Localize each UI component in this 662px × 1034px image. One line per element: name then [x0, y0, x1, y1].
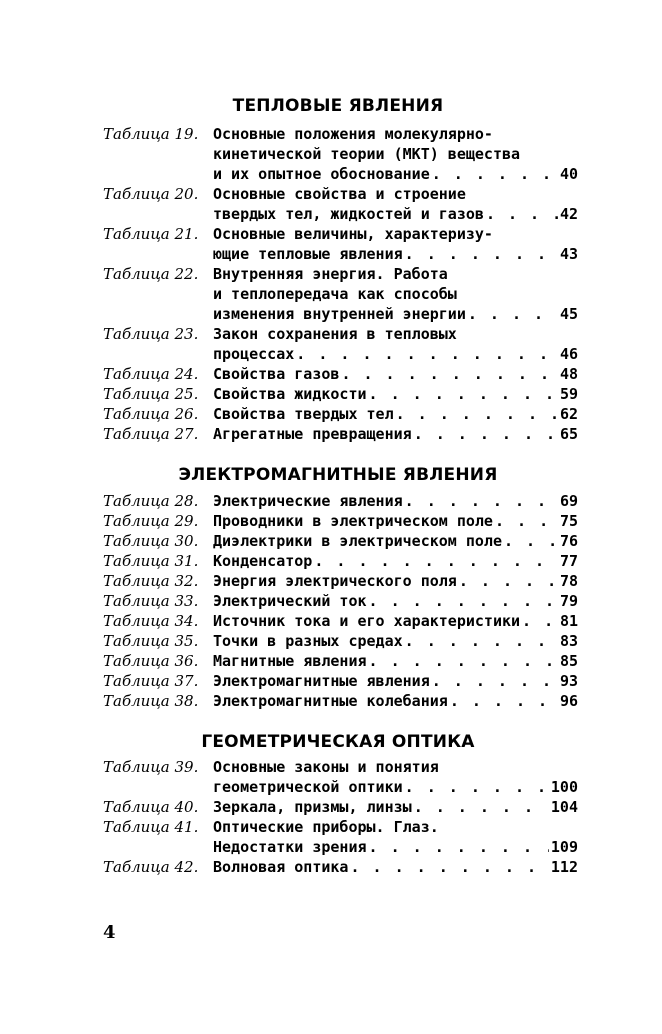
- entry-title-text: Электрические явления: [213, 492, 403, 510]
- entry-text-row: [213, 611, 578, 631]
- entry-text-row: [213, 817, 578, 837]
- entry-label: Таблица 20.: [103, 185, 199, 203]
- entry-title-text: Электромагнитные явления: [213, 672, 430, 690]
- entry-title-text: изменения внутренней энергии: [213, 305, 466, 323]
- entry-text-row: [213, 777, 578, 797]
- toc-entry-line: [103, 491, 578, 511]
- entry-label: Таблица 28.: [103, 492, 199, 510]
- entry-label: Таблица 40.: [103, 798, 199, 816]
- toc-entry[interactable]: [103, 184, 578, 224]
- entry-text-row: [213, 304, 578, 324]
- dot-leader: [432, 164, 558, 184]
- entry-text-row: [213, 204, 578, 224]
- entry-text-row: [213, 857, 578, 877]
- entry-text-row: [213, 631, 578, 651]
- toc-entry-line: [103, 144, 578, 164]
- entry-page-number: 45: [559, 305, 578, 323]
- toc-entry[interactable]: [103, 671, 578, 691]
- entry-title-text: Конденсатор: [213, 552, 313, 570]
- entry-title-text: Свойства газов: [213, 365, 340, 383]
- entry-text-row: [213, 797, 578, 817]
- toc-entry[interactable]: [103, 757, 578, 797]
- toc-entry-line: [103, 511, 578, 531]
- dot-leader: [314, 551, 558, 571]
- dot-leader: [522, 611, 558, 631]
- dot-leader: [369, 384, 558, 404]
- entry-title-text: Основные свойства и строение: [213, 185, 466, 203]
- dot-leader: [350, 857, 548, 877]
- toc-entry-line: [103, 797, 578, 817]
- entry-text-row: [213, 344, 578, 364]
- toc-entry-line: [103, 531, 578, 551]
- entry-text-row: [213, 144, 578, 164]
- entry-text-row: [213, 511, 578, 531]
- entry-title-text: и их опытное обоснование: [213, 165, 430, 183]
- toc-entry-line: [103, 551, 578, 571]
- dot-leader: [450, 691, 558, 711]
- entry-title-text: Энергия электрического поля: [213, 572, 457, 590]
- entry-title-text: и теплопередача как способы: [213, 285, 457, 303]
- toc-entry[interactable]: [103, 611, 578, 631]
- entry-title-text: Электрический ток: [213, 592, 367, 610]
- toc-entry-line: [103, 424, 578, 444]
- toc-entry-line: [103, 404, 578, 424]
- entry-text-row: [213, 404, 578, 424]
- toc-entry-line: [103, 184, 578, 204]
- entry-title-text: Закон сохранения в тепловых: [213, 325, 457, 343]
- entry-label: Таблица 23.: [103, 325, 199, 343]
- entry-text-row: [213, 571, 578, 591]
- entry-page-number: 59: [559, 385, 578, 403]
- toc-entry[interactable]: [103, 651, 578, 671]
- section-title: ЭЛЕКТРОМАГНИТНЫЕ ЯВЛЕНИЯ: [178, 465, 498, 485]
- entry-label: Таблица 19.: [103, 125, 199, 143]
- entry-text-row: [213, 551, 578, 571]
- dot-leader: [468, 304, 558, 324]
- entry-label: Таблица 31.: [103, 552, 199, 570]
- toc-entry-line: [103, 264, 578, 284]
- toc-entry[interactable]: [103, 531, 578, 551]
- entry-label: Таблица 26.: [103, 405, 199, 423]
- dot-leader: [369, 837, 549, 857]
- entry-page-number: 76: [559, 532, 578, 550]
- toc-entry[interactable]: [103, 691, 578, 711]
- dot-leader: [459, 571, 558, 591]
- section-title: ГЕОМЕТРИЧЕСКАЯ ОПТИКА: [201, 732, 475, 752]
- dot-leader: [405, 491, 558, 511]
- entry-label: Таблица 25.: [103, 385, 199, 403]
- dot-leader: [405, 777, 549, 797]
- entry-label: Таблица 38.: [103, 692, 199, 710]
- entry-text-row: [213, 491, 578, 511]
- toc-entry-line: [103, 651, 578, 671]
- toc-entry[interactable]: [103, 364, 578, 384]
- entry-text-row: [213, 591, 578, 611]
- toc-entry-line: [103, 384, 578, 404]
- entry-title-text: Магнитные явления: [213, 652, 367, 670]
- toc-entry[interactable]: [103, 797, 578, 817]
- entry-page-number: 96: [559, 692, 578, 710]
- toc-entry[interactable]: [103, 224, 578, 264]
- entry-label: Таблица 29.: [103, 512, 199, 530]
- toc-entry-line: [103, 757, 578, 777]
- entry-label: Таблица 27.: [103, 425, 199, 443]
- entry-title-text: Источник тока и его характеристики: [213, 612, 521, 630]
- toc-entry[interactable]: [103, 404, 578, 424]
- toc-entry-line: [103, 284, 578, 304]
- dot-leader: [296, 344, 558, 364]
- entry-label: Таблица 30.: [103, 532, 199, 550]
- toc-entry-line: [103, 304, 578, 324]
- entry-title-text: Основные величины, характеризу-: [213, 225, 493, 243]
- entry-page-number: 109: [550, 838, 578, 856]
- entry-page-number: 42: [559, 205, 578, 223]
- dot-leader: [369, 591, 558, 611]
- entry-label: Таблица 32.: [103, 572, 199, 590]
- entry-text-row: [213, 691, 578, 711]
- dot-leader: [405, 244, 558, 264]
- entry-title-text: Недостатки зрения: [213, 838, 367, 856]
- entry-text-row: [213, 384, 578, 404]
- toc-entry-line: [103, 224, 578, 244]
- toc-entry[interactable]: [103, 571, 578, 591]
- entry-title-text: ющие тепловые явления: [213, 245, 403, 263]
- entry-page-number: 77: [559, 552, 578, 570]
- entry-title-text: Зеркала, призмы, линзы: [213, 798, 412, 816]
- dot-leader: [495, 511, 558, 531]
- toc-entry[interactable]: [103, 551, 578, 571]
- toc-entry[interactable]: [103, 384, 578, 404]
- entry-title-text: Основные положения молекулярно-: [213, 125, 493, 143]
- entry-label: Таблица 39.: [103, 758, 199, 776]
- dot-leader: [396, 404, 558, 424]
- entry-text-row: [213, 224, 578, 244]
- toc-entry-line: [103, 631, 578, 651]
- entry-text-row: [213, 264, 578, 284]
- dot-leader: [486, 204, 558, 224]
- entry-title-text: Диэлектрики в электрическом поле: [213, 532, 502, 550]
- entry-text-row: [213, 424, 578, 444]
- toc-entry-line: [103, 837, 578, 857]
- entry-text-row: [213, 671, 578, 691]
- toc-entry-line: [103, 817, 578, 837]
- entry-text-row: [213, 184, 578, 204]
- toc-entry[interactable]: [103, 857, 578, 877]
- entry-page-number: 43: [559, 245, 578, 263]
- entry-label: Таблица 42.: [103, 858, 199, 876]
- entry-title-text: геометрической оптики: [213, 778, 403, 796]
- entry-page-number: 69: [559, 492, 578, 510]
- entry-title-text: Свойства жидкости: [213, 385, 367, 403]
- entry-label: Таблица 37.: [103, 672, 199, 690]
- entry-title-text: Точки в разных средах: [213, 632, 403, 650]
- entry-text-row: [213, 364, 578, 384]
- entry-page-number: 79: [559, 592, 578, 610]
- toc-entry-line: [103, 857, 578, 877]
- entry-title-text: Свойства твердых тел: [213, 405, 394, 423]
- entry-text-row: [213, 324, 578, 344]
- entry-text-row: [213, 244, 578, 264]
- entry-title-text: Внутренняя энергия. Работа: [213, 265, 448, 283]
- entry-label: Таблица 41.: [103, 818, 199, 836]
- entry-page-number: 85: [559, 652, 578, 670]
- entry-text-row: [213, 757, 578, 777]
- entry-title-text: твердых тел, жидкостей и газов: [213, 205, 484, 223]
- toc-entry[interactable]: [103, 424, 578, 444]
- entry-page-number: 104: [550, 798, 578, 816]
- entry-page-number: 40: [559, 165, 578, 183]
- dot-leader: [504, 531, 558, 551]
- dot-leader: [432, 671, 558, 691]
- toc-entry[interactable]: [103, 631, 578, 651]
- entry-text-row: [213, 284, 578, 304]
- entry-page-number: 112: [550, 858, 578, 876]
- entry-page-number: 46: [559, 345, 578, 363]
- section-title: ТЕПЛОВЫЕ ЯВЛЕНИЯ: [232, 96, 444, 116]
- entry-page-number: 75: [559, 512, 578, 530]
- entry-title-text: Электромагнитные колебания: [213, 692, 448, 710]
- page-number: 4: [103, 922, 116, 943]
- toc-entry-line: [103, 164, 578, 184]
- entry-text-row: [213, 531, 578, 551]
- toc-entry[interactable]: [103, 817, 578, 857]
- entry-text-row: [213, 837, 578, 857]
- entry-title-text: Волновая оптика: [213, 858, 349, 876]
- entry-label: Таблица 36.: [103, 652, 199, 670]
- toc-entry[interactable]: [103, 324, 578, 364]
- entry-page-number: 83: [559, 632, 578, 650]
- entry-page-number: 81: [559, 612, 578, 630]
- entry-label: Таблица 35.: [103, 632, 199, 650]
- toc-entry[interactable]: [103, 591, 578, 611]
- entry-title-text: Проводники в электрическом поле: [213, 512, 493, 530]
- entry-label: Таблица 33.: [103, 592, 199, 610]
- toc-entry-line: [103, 591, 578, 611]
- entry-text-row: [213, 164, 578, 184]
- dot-leader: [414, 424, 558, 444]
- entry-title-text: Оптические приборы. Глаз.: [213, 818, 439, 836]
- entry-title-text: кинетической теории (МКТ) вещества: [213, 145, 521, 163]
- entry-label: Таблица 21.: [103, 225, 199, 243]
- toc-entry[interactable]: [103, 264, 578, 324]
- toc-entry-line: [103, 611, 578, 631]
- entry-page-number: 93: [559, 672, 578, 690]
- toc-entry-line: [103, 324, 578, 344]
- entry-page-number: 78: [559, 572, 578, 590]
- entry-label: Таблица 34.: [103, 612, 199, 630]
- entry-title-text: процессах: [213, 345, 295, 363]
- dot-leader: [405, 631, 558, 651]
- toc-entry-line: [103, 204, 578, 224]
- toc-entry[interactable]: [103, 124, 578, 184]
- toc-entry-line: [103, 571, 578, 591]
- entry-title-text: Агрегатные превращения: [213, 425, 412, 443]
- entry-text-row: [213, 124, 578, 144]
- toc-entry[interactable]: [103, 511, 578, 531]
- toc-entry-line: [103, 777, 578, 797]
- toc-entry-line: [103, 344, 578, 364]
- entry-label: Таблица 24.: [103, 365, 199, 383]
- toc-entry-line: [103, 364, 578, 384]
- toc-entry-line: [103, 671, 578, 691]
- dot-leader: [341, 364, 558, 384]
- entry-text-row: [213, 651, 578, 671]
- dot-leader: [414, 797, 549, 817]
- toc-entry-line: [103, 691, 578, 711]
- entry-page-number: 100: [550, 778, 578, 796]
- toc-entry[interactable]: [103, 491, 578, 511]
- toc-entry-line: [103, 124, 578, 144]
- entry-label: Таблица 22.: [103, 265, 199, 283]
- entry-title-text: Основные законы и понятия: [213, 758, 439, 776]
- entry-page-number: 48: [559, 365, 578, 383]
- entry-page-number: 65: [559, 425, 578, 443]
- dot-leader: [369, 651, 558, 671]
- entry-page-number: 62: [559, 405, 578, 423]
- toc-entry-line: [103, 244, 578, 264]
